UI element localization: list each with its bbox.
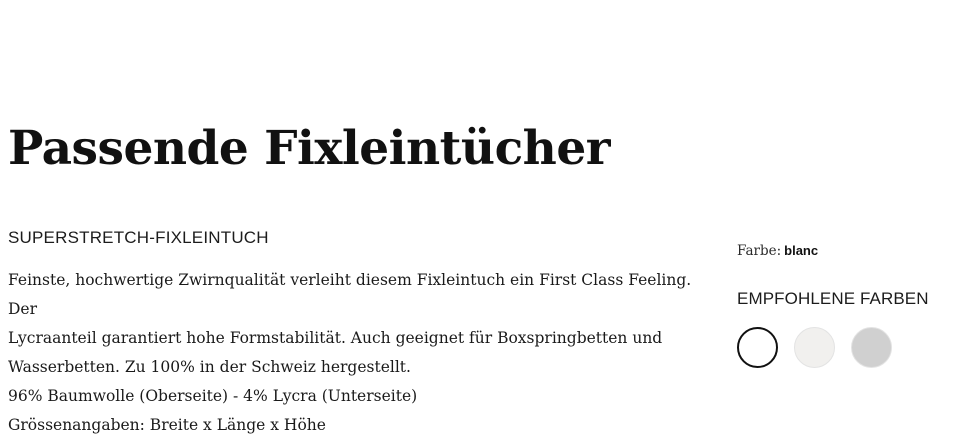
product-name: SUPERSTRETCH-FIXLEINTUCH <box>8 228 269 247</box>
color-swatch-gris[interactable] <box>851 327 892 368</box>
color-swatch-list <box>737 327 952 368</box>
description-line: Wasserbetten. Zu 100% in der Schweiz hergestellt. <box>8 358 411 376</box>
description-line: Grössenangaben: Breite x Länge x Höhe <box>8 416 326 434</box>
color-value: blanc <box>784 243 819 258</box>
recommended-colors-title: EMPFOHLENE FARBEN <box>737 289 929 308</box>
page-title: Passende Fixleintücher <box>8 121 611 177</box>
color-label: Farbe: <box>737 243 782 259</box>
color-panel <box>737 243 952 368</box>
color-swatch-ecru[interactable] <box>794 327 835 368</box>
color-swatch-blanc[interactable] <box>737 327 778 368</box>
description-line: Feinste, hochwertige Zwirnqualität verleiht diesem Fixleintuch ein First Class Feeling. Der <box>8 271 692 318</box>
product-info <box>8 228 720 440</box>
selected-color <box>737 243 952 259</box>
description-line: 96% Baumwolle (Oberseite) - 4% Lycra (Unterseite) <box>8 387 418 405</box>
product-description <box>8 266 720 440</box>
description-line: Lycraanteil garantiert hohe Formstabilität. Auch geeignet für Boxspringbetten und <box>8 329 663 347</box>
